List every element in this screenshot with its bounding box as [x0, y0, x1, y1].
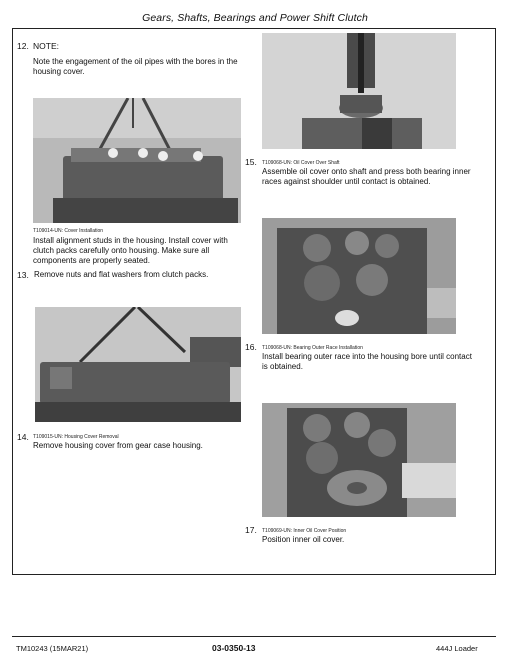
caption-inner-oil-cover: T109069-UN: Inner Oil Cover Position	[262, 528, 347, 534]
caption-housing-cover-removal: T109015-UN: Housing Cover Removal	[33, 434, 119, 440]
footer-page-number: 03-0350-13	[212, 643, 256, 653]
photo-inner-oil-cover	[262, 403, 456, 517]
page-header-title: Gears, Shafts, Bearings and Power Shift Clutch	[142, 12, 368, 24]
step-13-number: 13.	[17, 270, 29, 280]
caption-oil-cover-over-shaft: T109068-UN: Oil Cover Over Shaft	[262, 160, 340, 166]
step-15-number: 15.	[245, 157, 257, 167]
footer-model: 444J Loader	[436, 644, 478, 653]
footer-divider	[12, 636, 496, 637]
photo-oil-cover-over-shaft	[262, 33, 456, 149]
step-14-text: Remove housing cover from gear case housing.	[33, 441, 203, 450]
photo-housing-cover-removal	[35, 307, 241, 422]
photo-cover-installation	[33, 98, 241, 223]
step-16-number: 16.	[245, 342, 257, 352]
step-14-number: 14.	[17, 432, 29, 442]
step-cover-installation-text: Install alignment studs in the housing. Install cover with clutch packs carefully onto housing. Make sure all components are properly seated.	[33, 236, 228, 265]
step-16-text: Install bearing outer race into the housing bore until contact is obtained.	[262, 352, 472, 371]
step-12-heading: NOTE:	[33, 41, 59, 51]
step-13-text: Remove nuts and flat washers from clutch packs.	[34, 270, 209, 279]
step-12-text: Note the engagement of the oil pipes with the bores in the housing cover.	[33, 57, 238, 76]
step-15-text: Assemble oil cover onto shaft and press both bearing inner races against shoulder until contact is obtained.	[262, 167, 471, 186]
caption-bearing-outer-race: T109068-UN: Bearing Outer Race Installation	[262, 345, 363, 351]
footer-manual-id: TM10243 (15MAR21)	[16, 644, 89, 653]
photo-bearing-outer-race	[262, 218, 456, 334]
step-17-text: Position inner oil cover.	[262, 535, 345, 544]
step-17-number: 17.	[245, 525, 257, 535]
step-12-number: 12.	[17, 41, 29, 51]
caption-cover-installation: T109014-UN: Cover Installation	[33, 228, 104, 234]
